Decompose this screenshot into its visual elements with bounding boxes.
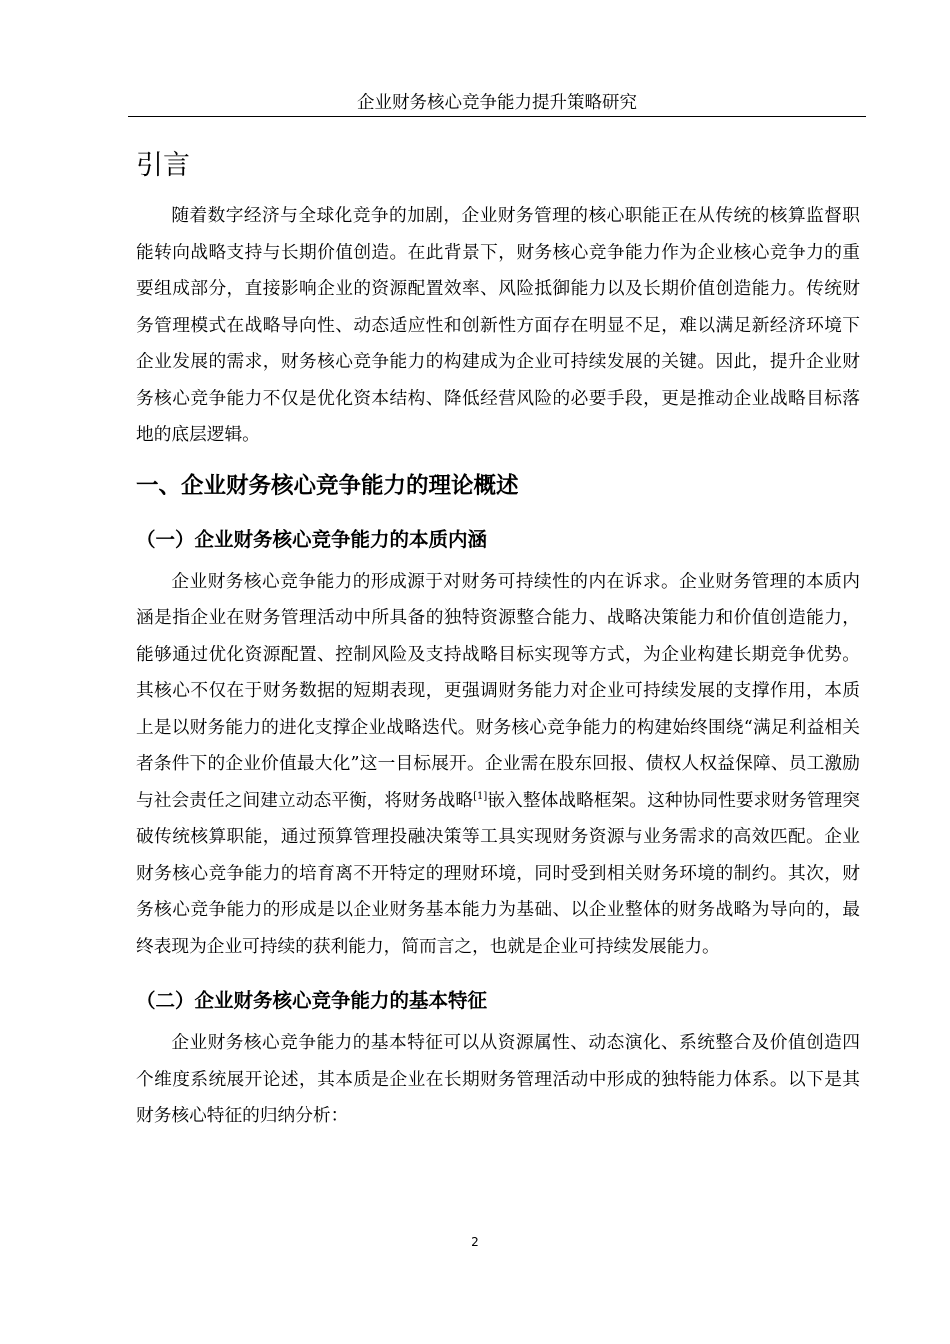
subsection-2-heading: （二）企业财务核心竞争能力的基本特征: [136, 989, 488, 1012]
running-header: 企业财务核心竞争能力提升策略研究: [128, 92, 866, 117]
citation-ref-1[interactable]: [1]: [473, 790, 488, 802]
intro-heading: 引言: [136, 150, 190, 181]
subsection-1-heading: （一）企业财务核心竞争能力的本质内涵: [136, 527, 488, 551]
subsection-2-paragraph: 企业财务核心竞争能力的基本特征可以从资源属性、动态演化、系统整合及价值创造四个维度系统展开论述，其本质是企业在长期财务管理活动中形成的独特能力体系。以下是其财务核心特征的归纳分析：: [136, 1033, 860, 1126]
intro-paragraph: 随着数字经济与全球化竞争的加剧，企业财务管理的核心职能正在从传统的核算监督职能转向战略支持与长期价值创造。在此背景下，财务核心竞争能力作为企业核心竞争力的重要组成部分，直接影响企业的资源配置效率、风险抵御能力以及长期价值创造能力。传统财务管理模式在战略导向性、动态适应性和创新性方面存在明显不足，难以满足新经济环境下企业发展的需求，财务核心竞争能力的构建成为企业可持续发展的关键。因此，提升企业财务核心竞争能力不仅是优化资本结构、降低经营风险的必要手段，更是推动企业战略目标落地的底层逻辑。: [136, 206, 860, 445]
page-body: [136, 140, 860, 1135]
page-number: 2: [471, 1235, 479, 1249]
section-1-heading: 一、企业财务核心竞争能力的理论概述: [136, 472, 519, 499]
subsection-1-text-part-2: 嵌入整体战略框架。这种协同性要求财务管理突破传统核算职能，通过预算管理投融决策等工具实现财务资源与业务需求的高效匹配。企业财务核心竞争能力的培育离不开特定的理财环境，同时受到相关财务环境的制约。其次，财务核心竞争能力的形成是以企业财务基本能力为基础、以企业整体的财务战略为导向的，最终表现为企业可持续的获利能力，简而言之，也就是企业可持续发展能力。: [136, 790, 860, 957]
subsection-1-paragraph: [136, 564, 860, 966]
subsection-1-text-part-1: 企业财务核心竞争能力的形成源于对财务可持续性的内在诉求。企业财务管理的本质内涵是指企业在财务管理活动中所具备的独特资源整合能力、战略决策能力和价值创造能力，能够通过优化资源配置、控制风险及支持战略目标实现等方式，为企业构建长期竞争优势。其核心不仅在于财务数据的短期表现，更强调财务能力对企业可持续发展的支撑作用，本质上是以财务能力的进化支撑企业战略迭代。财务核心竞争能力的构建始终围绕“满足利益相关者条件下的企业价值最大化”这一目标展开。企业需在股东回报、债权人权益保障、员工激励与社会责任之间建立动态平衡，将财务战略: [136, 571, 860, 811]
